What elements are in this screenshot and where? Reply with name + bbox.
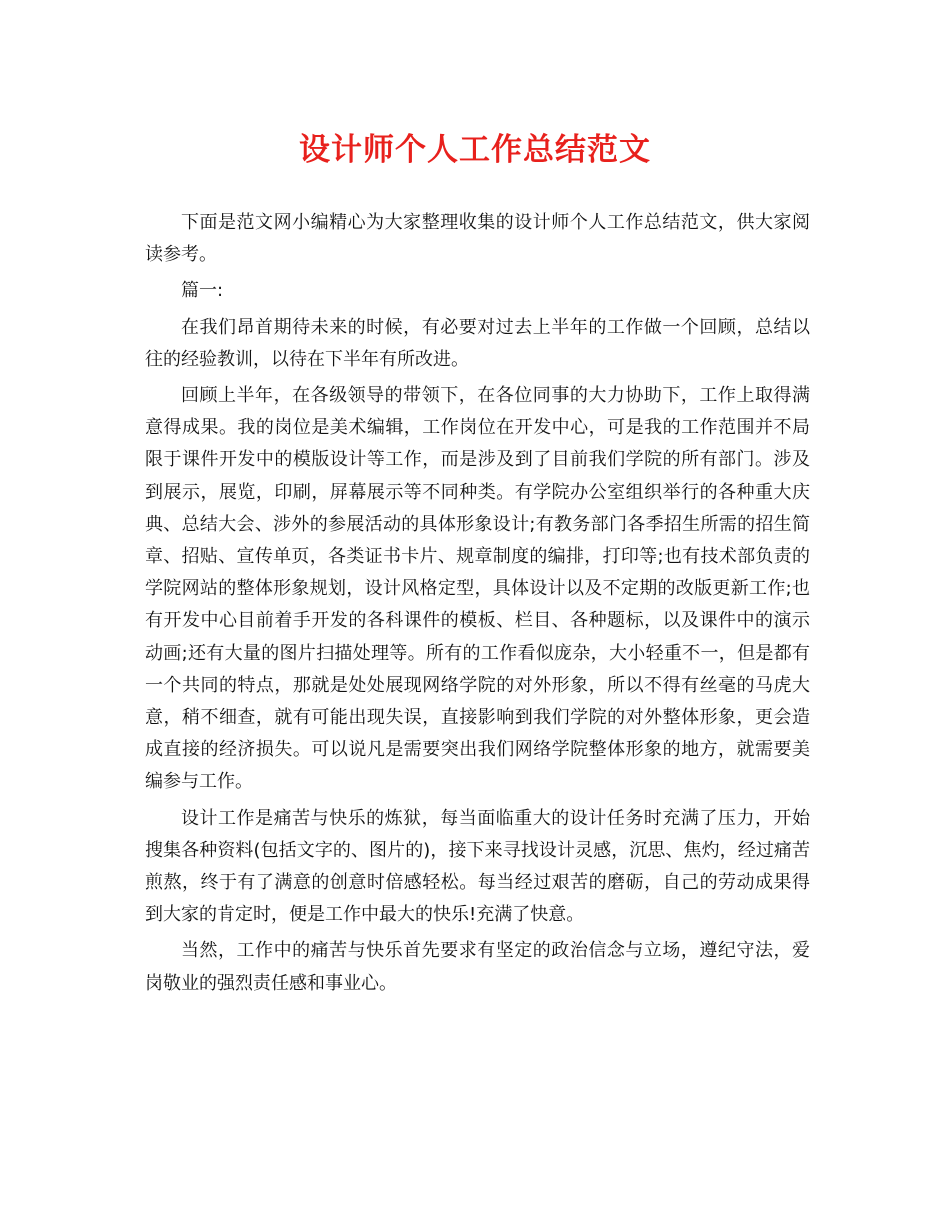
paragraph: 回顾上半年，在各级领导的带领下，在各位同事的大力协助下，工作上取得满意得成果。我的岗位是美术编辑，工作岗位在开发中心，可是我的工作范围并不局限于课件开发中的模版设计等工作，而是涉及到了目前我们学院的所有部门。涉及到展示，展览，印刷，屏幕展示等不同种类。有学院办公室组织举行的各种重大庆典、总结大会、涉外的参展活动的具体形象设计;有教务部门各季招生所需的招生简章、招贴、宣传单页，各类证书卡片、规章制度的编排，打印等;也有技术部负责的学院网站的整体形象规划，设计风格定型，具体设计以及不定期的改版更新工作;也有开发中心目前着手开发的各科课件的模板、栏目、各种题标，以及课件中的演示动画;还有大量的图片扫描处理等。所有的工作看似庞杂，大小轻重不一，但是都有一个共同的特点，那就是处处展现网络学院的对外形象，所以不得有丝毫的马虎大意，稍不细查，就有可能出现失误，直接影响到我们学院的对外整体形象，更会造成直接的经济损失。可以说凡是需要突出我们网络学院整体形象的地方，就需要美编参与工作。 (145, 385, 810, 793)
paragraph: 当然，工作中的痛苦与快乐首先要求有坚定的政治信念与立场，遵纪守法，爱岗敬业的强烈责任感和事业心。 (145, 940, 810, 994)
paragraph: 在我们昂首期待未来的时候，有必要对过去上半年的工作做一个回顾，总结以往的经验教训，以待在下半年有所改进。 (145, 316, 810, 370)
paragraph: 设计工作是痛苦与快乐的炼狱，每当面临重大的设计任务时充满了压力，开始搜集各种资料(包括文字的、图片的)，接下来寻找设计灵感，沉思、焦灼，经过痛苦煎熬，终于有了满意的创意时倍感轻松。每当经过艰苦的磨砺，自己的劳动成果得到大家的肯定时，便是工作中最大的快乐!充满了快意。 (145, 807, 810, 926)
paragraph: 下面是范文网小编精心为大家整理收集的设计师个人工作总结范文，供大家阅读参考。 (145, 212, 810, 266)
document-title: 设计师个人工作总结范文 (299, 132, 651, 168)
document-body (145, 207, 810, 1004)
paragraph: 篇一: (181, 280, 224, 302)
